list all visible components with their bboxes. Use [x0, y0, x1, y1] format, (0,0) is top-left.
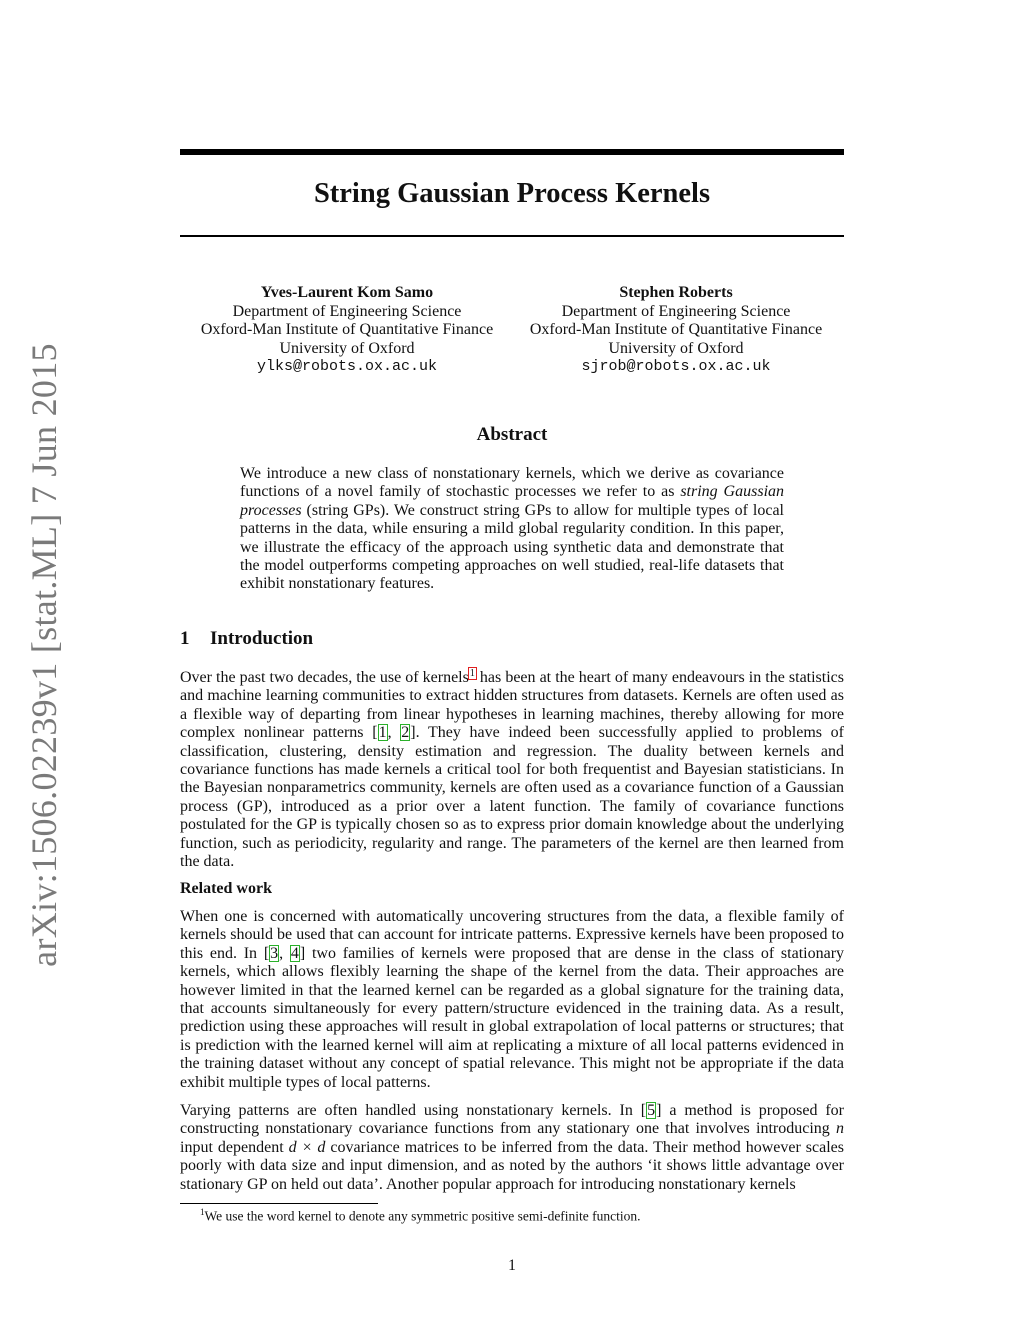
- intro-paragraph: Over the past two decades, the use of kernels$^1$ has been at the heart of many endeavours in the statistics and machine learning communities to extract hidden structures from datasets. Kernels are often used as a flexible way of departing from linear hypotheses in learning machines, thereby allowing for more complex nonlinear patterns [1, 2]. They have indeed been successfully applied to problems of classification, clustering, density estimation and regression. The duality between kernels and covariance functions has made kernels a critical tool for both frequentist and Bayesian statisticians. In the Bayesian nonparametrics community, kernels are often used as a covariance function of a Gaussian process (GP), introduced as a prior over a latent function. The family of covariance functions postulated for the GP is typically chosen so as to express prior domain knowledge about the underlying function, such as periodicity, regularity and range. The parameters of the kernel are then learned from the data.: [180, 667, 845, 871]
- section-number: 1: [180, 628, 190, 649]
- author-institute: Oxford-Man Institute of Quantitative Finance: [529, 321, 823, 338]
- author-institute: Oxford-Man Institute of Quantitative Finance: [200, 321, 494, 338]
- math-d-times-d: d × d: [288, 1138, 326, 1156]
- abstract-text-part: We introduce a new class of nonstationary kernels, which we derive as covariance functions of a novel family of stochastic processes we refer to as: [240, 465, 784, 501]
- footnote-rule: [180, 1203, 378, 1204]
- footnote: [200, 1207, 641, 1225]
- author-block-1: [177, 284, 517, 377]
- varying-text-part: covariance matrices to be inferred from the data. Their method however scales poorly with data size and input dimension, and as noted by the authors ‘it shows little advantage over stationary GP on held out data’. Another popular approach for introducing nonstationary kernels: [180, 1138, 845, 1193]
- varying-text-part: input dependent: [180, 1138, 289, 1156]
- citation-link[interactable]: 4: [290, 944, 299, 962]
- section-heading-introduction: [180, 628, 313, 650]
- author-department: Department of Engineering Science: [232, 302, 462, 320]
- abstract-italic-term: string Gaussian processes: [240, 483, 785, 519]
- intro-text-part: . They have indeed been successfully applied to problems of classification, clustering, density estimation and regression. The duality between kernels and covariance functions has made kernels a critical tool for both frequentist and Bayesian statisticians. In the Bayesian nonparametrics community, kernels are often used as a covariance function of a Gaussian process (GP), introduced as a prior over a latent function. The family of covariance functions postulated for the GP is typically chosen so as to express prior domain knowledge about the underlying function, such as periodicity, regularity and range. The parameters of the kernel are then learned from the data.: [180, 724, 845, 871]
- related-work-heading: Related work: [180, 880, 272, 897]
- abstract-heading: Abstract: [476, 424, 548, 445]
- abstract-text-part: (string GPs). We construct string GPs to allow for multiple types of local patterns in the data, while ensuring a mild global regularity condition. In this paper, we illustrate the efficacy of the approach using synthetic data and demonstrate that the model outperforms competing approaches on well studied, real-life datasets that exhibit nonstationary features.: [240, 501, 784, 593]
- varying-text-part: Varying patterns are often handled using nonstationary kernels. In: [180, 1102, 641, 1119]
- author-name: Yves-Laurent Kom Samo: [260, 284, 434, 301]
- author-university: University of Oxford: [608, 339, 744, 357]
- citation-link[interactable]: 1: [378, 724, 387, 742]
- author-block-2: [506, 284, 846, 377]
- footnote-text: We use the word kernel to denote any symmetric positive semi-definite function.: [204, 1208, 641, 1224]
- varying-text-part: a method is proposed for constructing nonstationary covariance functions from any stationary one that involves introducing: [180, 1102, 845, 1138]
- abstract-text: [240, 465, 784, 594]
- author-department: Department of Engineering Science: [561, 302, 791, 320]
- intro-text-part: has been at the heart of many endeavours in the statistics and machine learning communities to extract hidden structures from datasets. Kernels are often used as a flexible way of departing from linear hypotheses in learning machines, thereby allowing for more complex nonlinear patterns: [180, 669, 845, 742]
- related-text-part: two families of kernels were proposed that are dense in the class of stationary kernels, which allows flexibly learning the shape of the kernel from the data. Their approaches are however limited in that the learned kernel can be regarded as a global signature for the training data, that accounts simultaneously for every pattern/structure evidenced in the training data. As a result, prediction using these approaches will result in global extrapolation of local patterns or structures; that is prediction with the learned kernel will aim at replicating a mixture of all local patterns evidenced in the training dataset without any concept of spatial relevance. This might not be appropriate if the data exhibit multiple types of local patterns.: [180, 944, 845, 1091]
- citation-link[interactable]: 2: [401, 724, 410, 742]
- intro-text-part: Over the past two decades, the use of kernels: [180, 669, 469, 686]
- citation-link[interactable]: 3: [270, 944, 279, 962]
- related-work-paragraph: When one is concerned with automatically uncovering structures from the data, a flexible family of kernels should be used that can account for intricate patterns. Expressive kernels have been proposed to this end. In [3, 4] two families of kernels were proposed that are dense in the class of stationary kernels, which allows flexibly learning the shape of the kernel from the data. Their approaches are however limited in that the learned kernel can be regarded as a global signature for the training data, that accounts simultaneously for every pattern/structure evidenced in the training data. As a result, prediction using these approaches will result in global extrapolation of local patterns or structures; that is prediction with the learned kernel will aim at replicating a mixture of all local patterns evidenced in the training dataset without any concept of spatial relevance. This might not be appropriate if the data exhibit multiple types of local patterns.: [180, 908, 845, 1091]
- citation-link[interactable]: 5: [647, 1102, 656, 1119]
- author-email[interactable]: ylks@robots.ox.ac.uk: [256, 358, 438, 375]
- arxiv-identifier-stamp: arXiv:1506.02239v1 [stat.ML] 7 Jun 2015: [24, 343, 64, 967]
- footnote-reference-link[interactable]: 1: [469, 667, 475, 679]
- page-number: 1: [508, 1257, 516, 1274]
- title-top-rule: [180, 149, 844, 155]
- nonstationary-paragraph: Varying patterns are often handled using nonstationary kernels. In [5] a method is proposed for constructing nonstationary covariance functions from any stationary one that involves introducing n input dependent d × d covariance matrices to be inferred from the data. Their method however scales poorly with data size and input dimension, and as noted by the authors ‘it shows little advantage over stationary GP on held out data’. Another popular approach for introducing nonstationary kernels: [180, 1102, 845, 1193]
- title-bottom-rule: [180, 235, 844, 237]
- footnote-mark: 1: [200, 1207, 205, 1217]
- author-name: Stephen Roberts: [619, 284, 733, 301]
- related-text-part: When one is concerned with automatically uncovering structures from the data, a flexible family of kernels should be used that can account for intricate patterns. Expressive kernels have been proposed to this end. In: [180, 908, 844, 962]
- paper-title: String Gaussian Process Kernels: [313, 178, 711, 209]
- section-title: Introduction: [210, 628, 314, 649]
- author-email[interactable]: sjrob@robots.ox.ac.uk: [581, 358, 771, 375]
- author-university: University of Oxford: [279, 339, 415, 357]
- math-n: n: [836, 1120, 844, 1138]
